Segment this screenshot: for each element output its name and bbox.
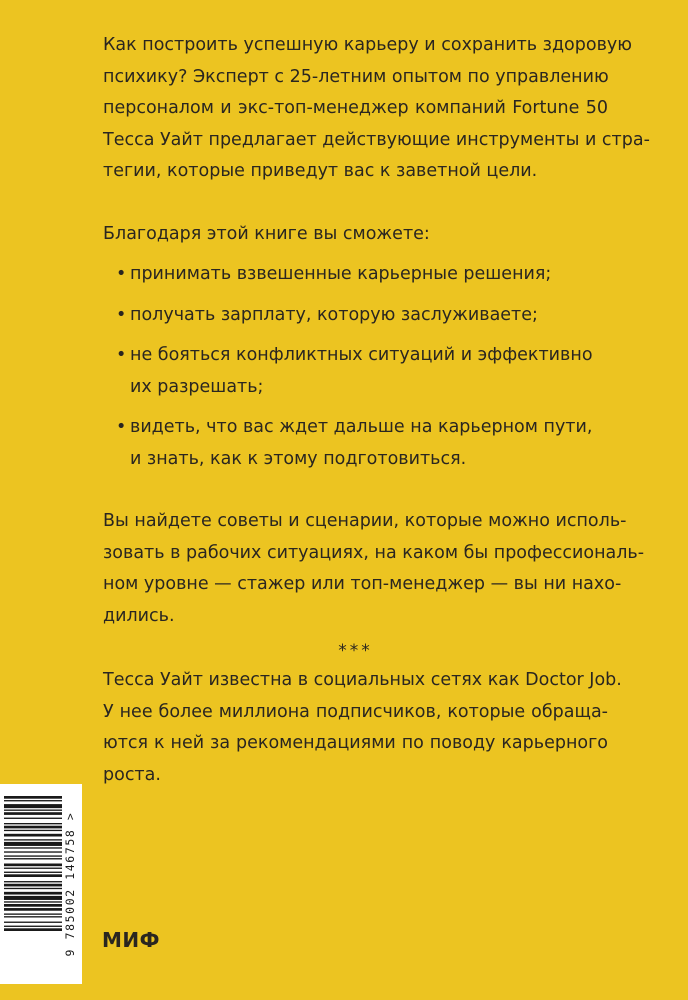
- advice-line: зовать в рабочих ситуациях, на каком бы профессиональ-: [103, 542, 645, 563]
- list-item: [103, 412, 608, 475]
- intro-paragraph: [103, 30, 650, 188]
- list-item: [103, 340, 608, 403]
- barcode-bar: [4, 851, 62, 852]
- barcode-bar: [4, 926, 62, 927]
- list-item-text: их разрешать;: [130, 376, 264, 397]
- list-item: [103, 300, 608, 332]
- barcode-bar: [4, 823, 62, 824]
- isbn-digits: 9 785002 146758 >: [63, 811, 77, 957]
- barcode-bar: [4, 847, 62, 848]
- list-item-text: и знать, как к этому подготовиться.: [130, 448, 467, 469]
- publisher-logo: [102, 928, 160, 952]
- barcode-bar: [4, 826, 62, 829]
- barcode-bar: [4, 881, 62, 882]
- barcode-bar: [4, 874, 62, 877]
- barcode-bar: [4, 868, 62, 869]
- intro-line: психику? Эксперт с 25-летним опытом по управлению: [103, 66, 609, 87]
- section-separator: ***: [338, 641, 373, 661]
- list-item-text: видеть, что вас ждет дальше на карьерном пути,: [130, 417, 593, 437]
- intro-line: тегии, которые приведут вас к заветной цели.: [103, 161, 538, 181]
- author-line: ются к ней за рекомендациями по поводу карьерного: [103, 733, 608, 753]
- barcode-bar: [4, 904, 62, 907]
- author-line: Тесса Уайт известна в социальных сетях как Doctor Job.: [103, 670, 622, 690]
- barcode-bar: [4, 888, 62, 889]
- list-item-text: принимать взвешенные карьерные решения;: [130, 264, 552, 284]
- barcode-bar: [4, 901, 62, 902]
- intro-line: Тесса Уайт предлагает действующие инструменты и стра-: [103, 129, 650, 150]
- benefits-list: [103, 259, 608, 475]
- barcode-bar: [4, 892, 62, 895]
- bullet-marker: •: [116, 264, 127, 284]
- benefits-lead: Благодаря этой книге вы сможете:: [103, 223, 430, 244]
- bullet-marker: •: [116, 304, 127, 325]
- author-line: роста.: [103, 764, 161, 785]
- barcode-bar: [4, 834, 62, 837]
- barcode-bar: [4, 812, 62, 815]
- barcode-bar: [4, 800, 62, 801]
- barcode-bar: [4, 818, 62, 819]
- author-line: У нее более миллиона подписчиков, которые обраща-: [103, 701, 608, 722]
- barcode-bar: [4, 839, 62, 840]
- advice-line: дились.: [103, 605, 175, 626]
- barcode-bar: [4, 855, 62, 856]
- barcode-bar: [4, 842, 62, 846]
- barcode-bar: [4, 830, 62, 831]
- advice-line: ном уровне — стажер или топ-менеджер — вы ни нахо-: [103, 574, 622, 594]
- isbn-barcode: [0, 784, 82, 984]
- back-cover-text: [103, 30, 650, 791]
- barcode-bar: [4, 810, 62, 811]
- barcode-bar: [4, 896, 62, 900]
- barcode-bar: [4, 864, 62, 867]
- barcode-bar: [4, 913, 62, 914]
- intro-line: Как построить успешную карьеру и сохранить здоровую: [103, 35, 632, 55]
- bullet-marker: •: [116, 417, 127, 437]
- advice-line: Вы найдете советы и сценарии, которые можно исполь-: [103, 511, 627, 531]
- barcode-bar: [4, 884, 62, 887]
- list-item-text: получать зарплату, которую заслуживаете;: [130, 304, 538, 325]
- barcode-bar: [4, 908, 62, 911]
- barcode-bar: [4, 804, 62, 808]
- barcode-bar: [4, 928, 62, 931]
- barcode-bar: [4, 796, 62, 799]
- barcode-bar: [4, 858, 62, 859]
- list-item-text: не бояться конфликтных ситуаций и эффективно: [130, 345, 593, 365]
- intro-line: персоналом и экс-топ-менеджер компаний Fortune 50: [103, 98, 608, 118]
- barcode-bar: [4, 872, 62, 873]
- list-item: [103, 259, 608, 291]
- barcode-bar: [4, 922, 62, 923]
- bullet-marker: •: [116, 345, 127, 365]
- publisher-logo-text: МИФ: [102, 928, 160, 952]
- barcode-bar: [4, 916, 62, 917]
- advice-paragraph: [103, 506, 645, 632]
- author-paragraph: [103, 665, 622, 791]
